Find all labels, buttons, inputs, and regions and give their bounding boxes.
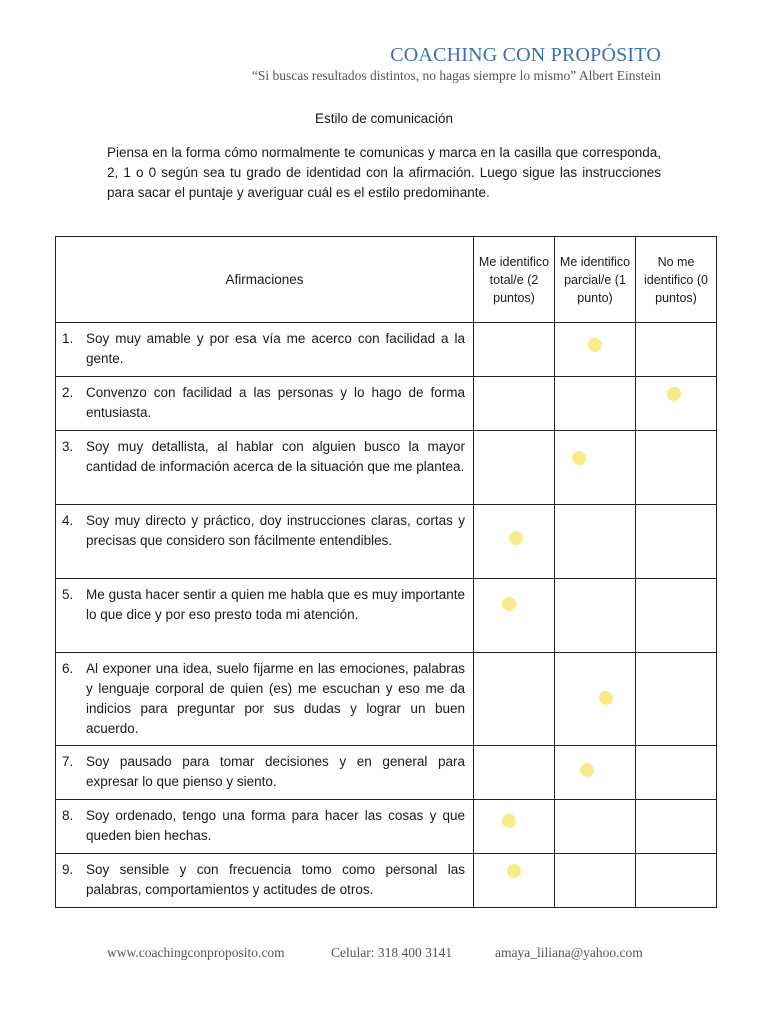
- statement-number: 7.: [62, 754, 74, 769]
- table-row: [56, 800, 717, 854]
- header-total: Me identifico total/e (2 puntos): [474, 237, 555, 323]
- statement-cell: [56, 323, 474, 377]
- total-cell[interactable]: [474, 579, 555, 653]
- footer-email: amaya_liliana@yahoo.com: [495, 945, 643, 960]
- none-cell[interactable]: [636, 800, 717, 854]
- statement-cell: [56, 653, 474, 746]
- statement-cell: [56, 431, 474, 505]
- statement-cell: [56, 854, 474, 908]
- statement-cell: [56, 579, 474, 653]
- none-cell[interactable]: [636, 505, 717, 579]
- table-row: [56, 653, 717, 746]
- none-cell[interactable]: [636, 323, 717, 377]
- table-row: [56, 377, 717, 431]
- statement-text: Soy muy detallista, al hablar con alguien busco la mayor cantidad de información acerca de la situación que me plantea.: [86, 439, 465, 474]
- statement-cell: [56, 377, 474, 431]
- footer-website: www.coachingconproposito.com: [107, 945, 285, 960]
- answer-mark: [509, 531, 523, 545]
- total-cell[interactable]: [474, 746, 555, 800]
- header-statements: Afirmaciones: [56, 237, 474, 323]
- statement-number: 3.: [62, 439, 74, 454]
- none-cell[interactable]: [636, 377, 717, 431]
- answer-mark: [667, 387, 681, 401]
- footer-phone: Celular: 318 400 3141: [331, 945, 453, 960]
- instructions-paragraph: Piensa en la forma cómo normalmente te comunicas y marca en la casilla que corresponda, 2, 1 o 0 según sea tu grado de identidad con la afirmación. Luego sigue las instrucciones para sacar el puntaje y averiguar cuál es el estilo predominante.: [107, 145, 661, 200]
- total-cell[interactable]: [474, 653, 555, 746]
- partial-cell[interactable]: [555, 653, 636, 746]
- none-cell[interactable]: [636, 653, 717, 746]
- section-title: Estilo de comunicación: [314, 111, 454, 126]
- total-cell[interactable]: [474, 431, 555, 505]
- statement-text: Soy sensible y con frecuencia tomo como personal las palabras, comportamientos y actitudes de otros.: [86, 862, 465, 897]
- table-row: [56, 505, 717, 579]
- statement-number: 4.: [62, 513, 74, 528]
- partial-cell[interactable]: [555, 579, 636, 653]
- none-cell[interactable]: [636, 746, 717, 800]
- total-cell[interactable]: [474, 854, 555, 908]
- none-cell[interactable]: [636, 854, 717, 908]
- answer-mark: [599, 691, 613, 705]
- answer-mark: [502, 597, 516, 611]
- partial-cell[interactable]: [555, 800, 636, 854]
- answer-mark: [502, 814, 516, 828]
- statement-number: 2.: [62, 385, 74, 400]
- table-row: [56, 323, 717, 377]
- statement-text: Soy muy directo y práctico, doy instrucciones claras, cortas y precisas que considero son fácilmente entendibles.: [86, 513, 465, 548]
- partial-cell[interactable]: [555, 431, 636, 505]
- table-row: [56, 854, 717, 908]
- statement-cell: [56, 800, 474, 854]
- table-row: [56, 431, 717, 505]
- none-cell[interactable]: [636, 579, 717, 653]
- header-partial: Me identifico parcial/e (1 punto): [555, 237, 636, 323]
- statement-number: 8.: [62, 808, 74, 823]
- statement-cell: [56, 505, 474, 579]
- statement-text: Al exponer una idea, suelo fijarme en las emociones, palabras y lenguaje corporal de quien (es) me escuchan y eso me da indicios para preguntar por sus dudas y lograr un buen acuerdo.: [86, 661, 465, 736]
- none-cell[interactable]: [636, 431, 717, 505]
- statement-number: 9.: [62, 862, 74, 877]
- table-row: [56, 746, 717, 800]
- statement-number: 1.: [62, 331, 74, 346]
- header-none: No me identifico (0 puntos): [636, 237, 717, 323]
- partial-cell[interactable]: [555, 854, 636, 908]
- table-row: [56, 579, 717, 653]
- answer-mark: [572, 451, 586, 465]
- total-cell[interactable]: [474, 323, 555, 377]
- statement-number: 5.: [62, 587, 74, 602]
- statement-text: Soy ordenado, tengo una forma para hacer las cosas y que queden bien hechas.: [86, 808, 465, 843]
- table-header-row: [56, 237, 717, 323]
- survey-table: [55, 236, 717, 908]
- total-cell[interactable]: [474, 505, 555, 579]
- statement-text: Convenzo con facilidad a las personas y lo hago de forma entusiasta.: [86, 385, 465, 420]
- tagline-quote: “Si buscas resultados distintos, no hagas siempre lo mismo” Albert Einstein: [251, 68, 661, 83]
- partial-cell[interactable]: [555, 377, 636, 431]
- partial-cell[interactable]: [555, 746, 636, 800]
- partial-cell[interactable]: [555, 323, 636, 377]
- statement-cell: [56, 746, 474, 800]
- total-cell[interactable]: [474, 800, 555, 854]
- partial-cell[interactable]: [555, 505, 636, 579]
- statement-number: 6.: [62, 661, 74, 676]
- statement-text: Me gusta hacer sentir a quien me habla que es muy importante lo que dice y por eso presto toda mi atención.: [86, 587, 465, 622]
- answer-mark: [588, 338, 602, 352]
- statement-text: Soy muy amable y por esa vía me acerco con facilidad a la gente.: [86, 331, 465, 366]
- total-cell[interactable]: [474, 377, 555, 431]
- brand-title: COACHING CON PROPÓSITO: [390, 44, 661, 66]
- statement-text: Soy pausado para tomar decisiones y en general para expresar lo que pienso y siento.: [86, 754, 465, 789]
- answer-mark: [507, 864, 521, 878]
- answer-mark: [580, 763, 594, 777]
